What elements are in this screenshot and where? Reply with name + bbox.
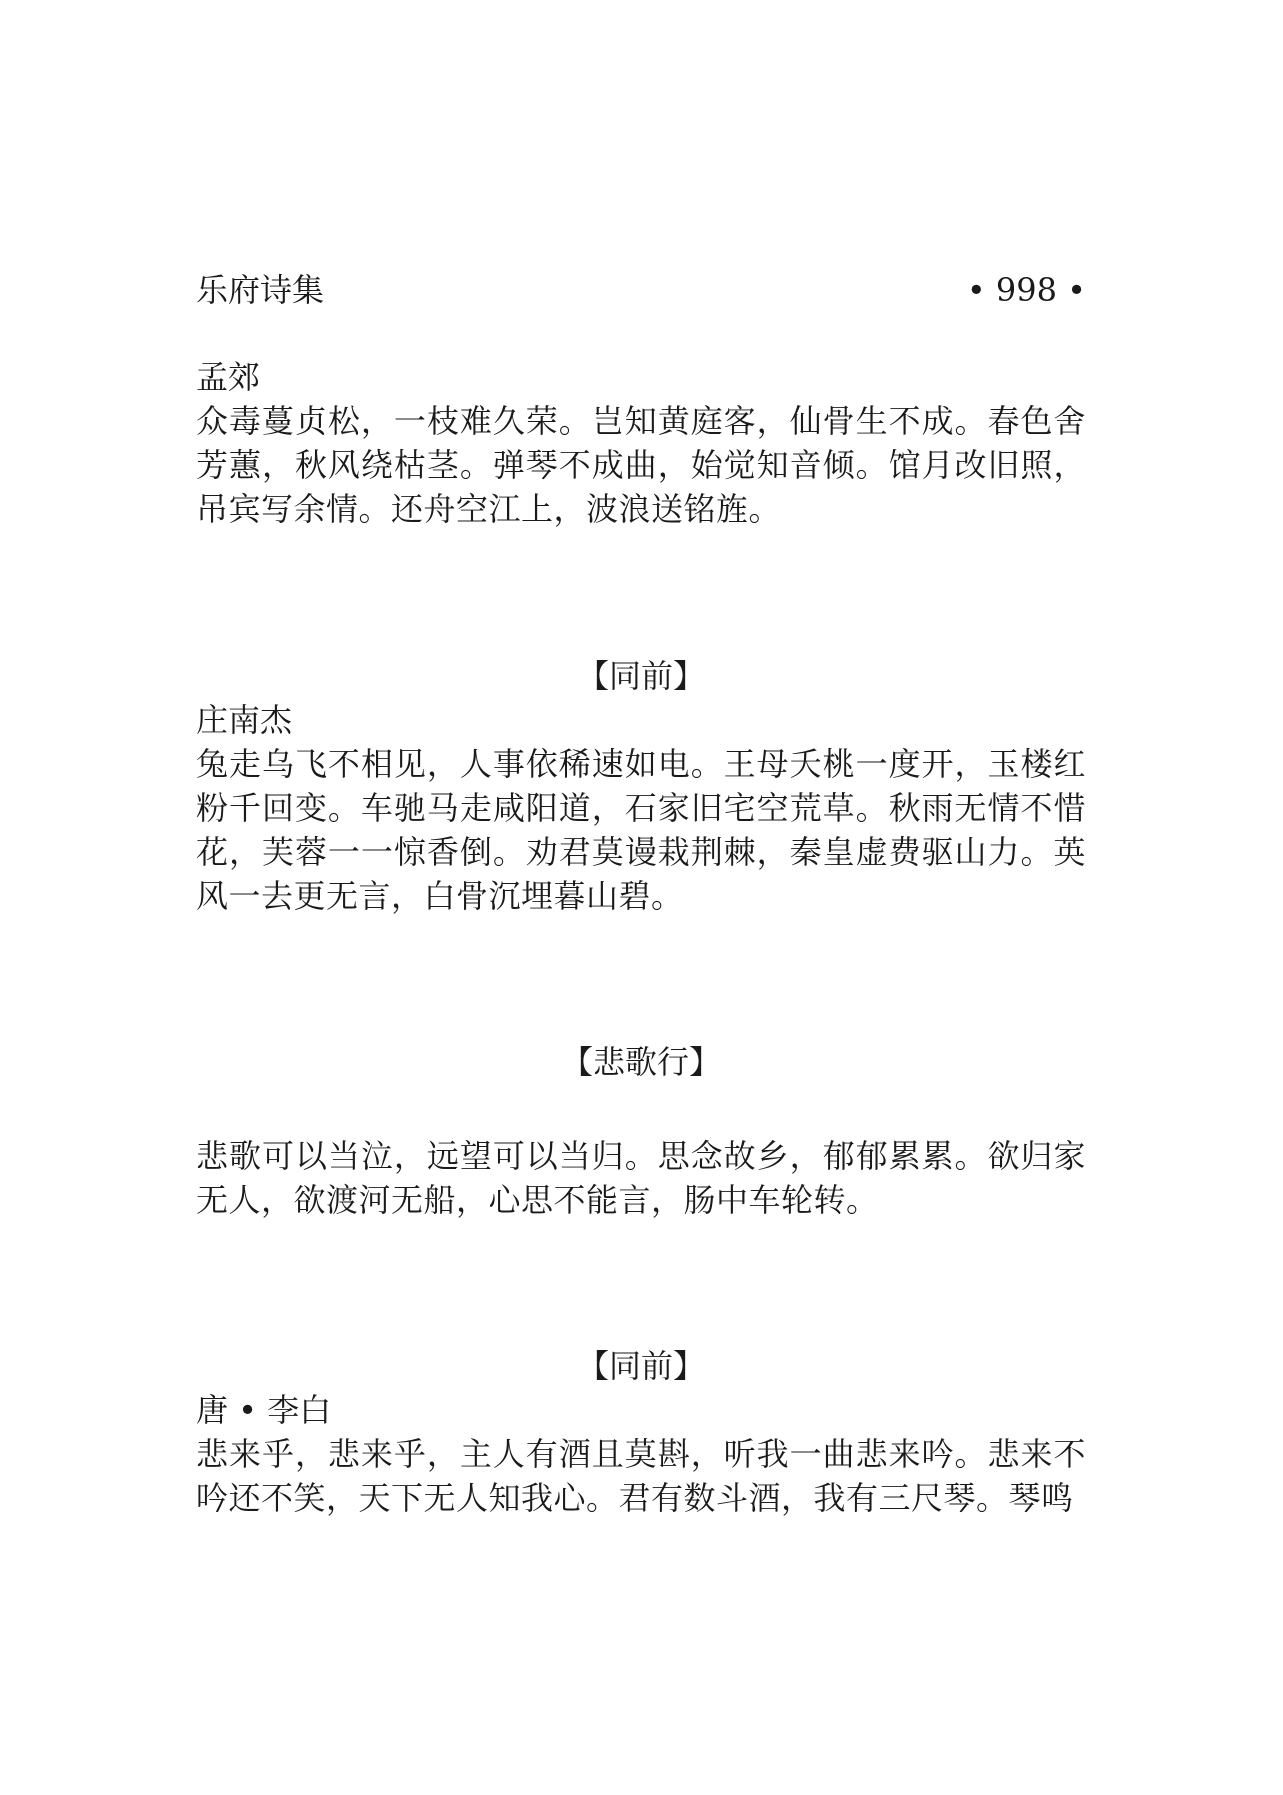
poem-text: 悲歌可以当泣，远望可以当归。思念故乡，郁郁累累。欲归家无人，欲渡河无船，心思不能言，肠中车轮转。: [196, 1137, 1086, 1219]
poem-heading: 【悲歌行】: [560, 1043, 721, 1081]
poem-text: 众毒蔓贞松，一枝难久荣。岂知黄庭客，仙骨生不成。春色舍芳蕙，秋风绕枯茎。弹琴不成曲，始觉知音倾。馆月改旧照，吊宾写余情。还舟空江上，波浪送铭旌。: [196, 402, 1086, 528]
poem-heading: 【同前】: [576, 657, 705, 695]
poem-author: 唐 • 李白: [196, 1391, 332, 1429]
page-header: [196, 268, 1086, 312]
poem-heading: 【同前】: [576, 1347, 705, 1385]
page-number: • 998 •: [966, 271, 1086, 309]
poem-section-3: [196, 1040, 1086, 1222]
poem-author: 孟郊: [196, 358, 261, 396]
poem-section-2: [196, 654, 1086, 918]
poem-text: 兔走乌飞不相见，人事依稀速如电。王母夭桃一度开，玉楼红粉千回变。车驰马走咸阳道，石家旧宅空荒草。秋雨无情不惜花，芙蓉一一惊香倒。劝君莫谩栽荆棘，秦皇虚费驱山力。英风一去更无言，白骨沉埋暮山碧。: [196, 745, 1086, 915]
book-title: 乐府诗集: [196, 271, 325, 309]
document-page: [196, 0, 1086, 1795]
poem-section-1: [196, 355, 1086, 531]
poem-section-4: [196, 1344, 1086, 1520]
spacer: [196, 1084, 1086, 1134]
poem-author: 庄南杰: [196, 701, 293, 739]
poem-text: 悲来乎，悲来乎，主人有酒且莫斟，听我一曲悲来吟。悲来不吟还不笑，天下无人知我心。君有数斗酒，我有三尺琴。琴鸣: [196, 1435, 1086, 1517]
